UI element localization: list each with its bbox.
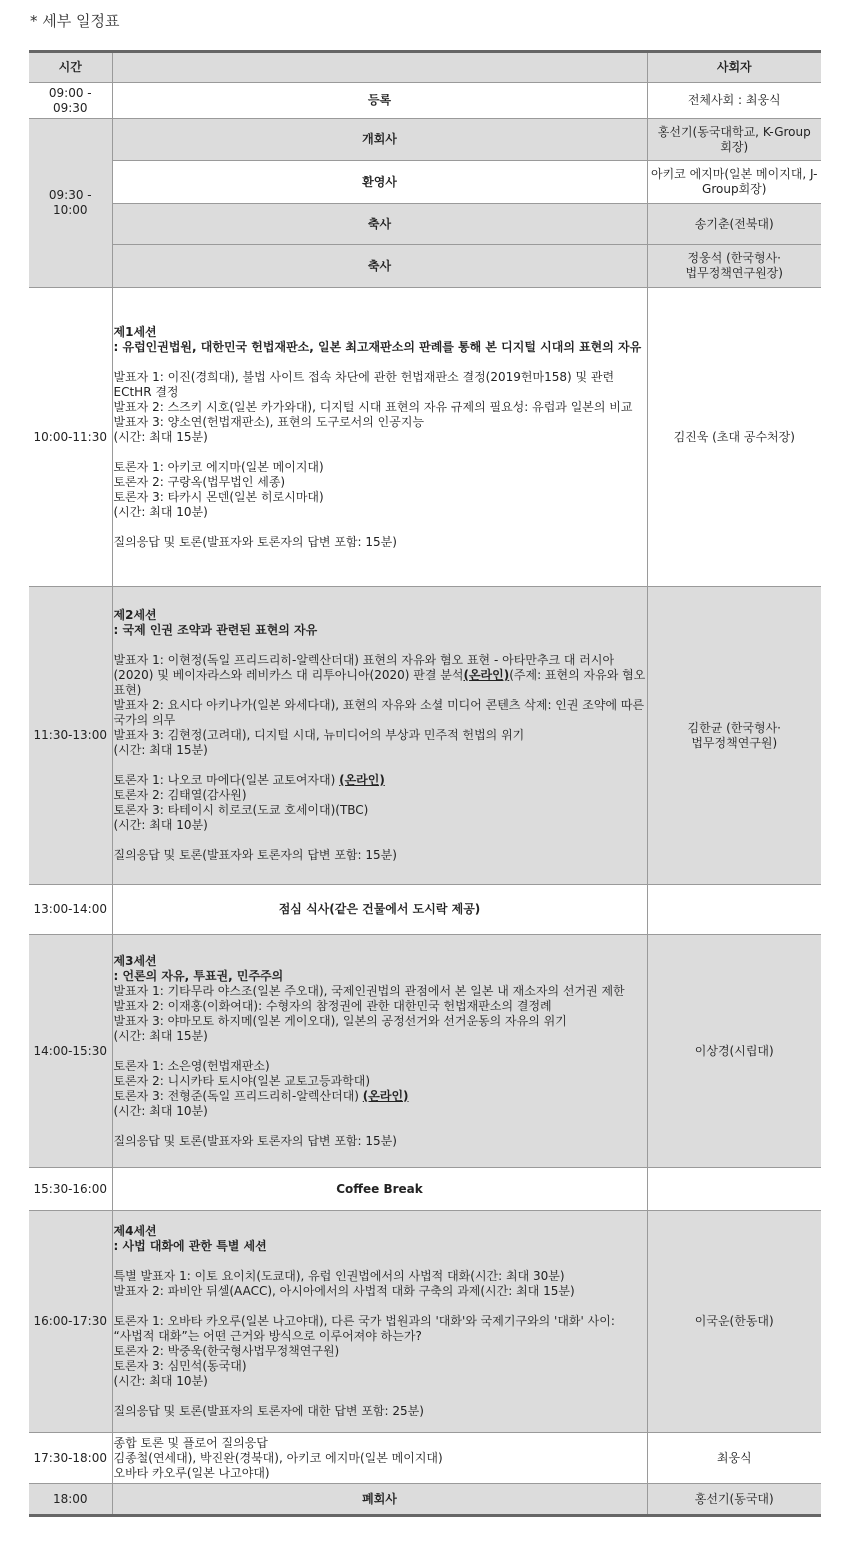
- table-row-session-3: [29, 935, 821, 1168]
- session4-time: 16:00-17:30: [29, 1211, 112, 1433]
- session1-presenter-2: 발표자 2: 스즈키 시호(일본 카가와대), 디지털 시대 표현의 자유 규제의 필요성: 유럽과 일본의 비교: [113, 399, 633, 414]
- session2-presenter-1: 발표자 1: 이현정(독일 프리드리히-알렉산더대) 표현의 자유와 혐오 표현 - 아타만추크 대 러시아(2020) 및 베이자라스와 레비카스 대 리투아니아(2020) 판결 분석(온라인)(주제: 표현의 자유와 혐오 표현): [113, 653, 646, 697]
- header-time: 시간: [29, 52, 112, 83]
- session3-moderator: 이상경(시립대): [647, 935, 821, 1168]
- session2-presenter-time: (시간: 최대 15분): [113, 743, 208, 757]
- congrats-title-2: 축사: [112, 245, 647, 288]
- lunch-title: 점심 식사(같은 건물에서 도시락 제공): [112, 885, 647, 935]
- lunch-time: 13:00-14:00: [29, 885, 112, 935]
- header-program: [112, 52, 647, 83]
- session4-qa: 질의응답 및 토론(발표자의 토론자에 대한 답변 포함: 25분): [113, 1404, 424, 1418]
- session4-name: 제4세션: [113, 1224, 157, 1238]
- closing-time: 18:00: [29, 1484, 112, 1516]
- session4-special-presenter-1: 특별 발표자 1: 이토 요이치(도쿄대), 유럽 인권법에서의 사법적 대화(시간: 최대 30분): [113, 1269, 565, 1283]
- session1-discussant-1: 토론자 1: 아키코 에지마(일본 메이지대): [113, 459, 324, 474]
- opening-moderator: 홍선기(동국대학교, K-Group 회장): [647, 119, 821, 161]
- table-row-session-4: [29, 1211, 821, 1433]
- session2-moderator: 김한균 (한국형사·법무정책연구원): [647, 587, 821, 885]
- welcome-moderator: 아키코 에지마(일본 메이지대, J-Group회장): [647, 161, 821, 204]
- coffee-time: 15:30-16:00: [29, 1168, 112, 1211]
- table-row: [29, 83, 821, 119]
- session2-time: 11:30-13:00: [29, 587, 112, 885]
- header-moderator: 사회자: [647, 52, 821, 83]
- session4-content: [112, 1211, 647, 1433]
- session2-qa: 질의응답 및 토론(발표자와 토론자의 답변 포함: 15분): [113, 848, 397, 862]
- session3-discussant-1: 토론자 1: 소은영(헌법재판소): [113, 1058, 270, 1073]
- general-line-1: 종합 토론 및 플로어 질의응답: [113, 1435, 268, 1450]
- session2-name: 제2세션: [113, 608, 157, 622]
- session4-subtitle: : 사법 대화에 관한 특별 세션: [113, 1239, 267, 1253]
- session2-subtitle: : 국제 인권 조약과 관련된 표현의 자유: [113, 623, 318, 637]
- congrats-title-1: 축사: [112, 204, 647, 245]
- congrats-moderator-1: 송기춘(전북대): [647, 204, 821, 245]
- session4-discussant-2: 토론자 2: 박중욱(한국형사법무정책연구원): [113, 1344, 340, 1358]
- session3-time: 14:00-15:30: [29, 935, 112, 1168]
- general-time: 17:30-18:00: [29, 1433, 112, 1484]
- session1-discussant-2: 토론자 2: 구랑옥(법무법인 세종): [113, 474, 286, 489]
- session2-discussant-3: 토론자 3: 타테이시 히로코(도쿄 호세이대)(TBC): [113, 803, 369, 817]
- lunch-moderator: [647, 885, 821, 935]
- welcome-title: 환영사: [112, 161, 647, 204]
- session4-discussant-3: 토론자 3: 심민석(동국대): [113, 1359, 247, 1373]
- session2-discussant-time: (시간: 최대 10분): [113, 818, 208, 832]
- session4-discussant-time: (시간: 최대 10분): [113, 1374, 208, 1388]
- table-row: [29, 161, 821, 204]
- session1-presenter-1: 발표자 1: 이진(경희대), 불법 사이트 접속 차단에 관한 헌법재판소 결정(2019헌마158) 및 관련 ECtHR 결정: [113, 369, 615, 399]
- session3-presenter-2: 발표자 2: 이재홍(이화여대): 수형자의 참정권에 관한 대한민국 헌법재판소의 결정례: [113, 998, 552, 1013]
- registration-title: 등록: [112, 83, 647, 119]
- table-row: [29, 1433, 821, 1484]
- session3-discussant-3: 토론자 3: 전형준(독일 프리드리히-알렉산더대) (온라인): [113, 1088, 409, 1103]
- coffee-title: Coffee Break: [112, 1168, 647, 1211]
- online-tag: (온라인): [463, 668, 510, 682]
- general-moderator: 최웅식: [647, 1433, 821, 1484]
- table-row: [29, 1484, 821, 1516]
- opening-time: 09:30 - 10:00: [29, 119, 112, 288]
- session1-presenter-time: (시간: 최대 15분): [113, 429, 208, 444]
- general-line-2: 김종철(연세대), 박진완(경북대), 아키코 에지마(일본 메이지대): [113, 1450, 443, 1465]
- session4-discussant-1: 토론자 1: 오바타 카오루(일본 나고야대), 다른 국가 법원과의 '대화'와 국제기구와의 '대화' 사이: “사법적 대화”는 어떤 근거와 방식으로 이루어져야 하는가?: [113, 1314, 615, 1343]
- session1-content: [112, 288, 647, 587]
- table-row: [29, 119, 821, 161]
- online-tag: (온라인): [362, 1088, 409, 1103]
- session3-presenter-time: (시간: 최대 15분): [113, 1028, 208, 1043]
- session3-qa: 질의응답 및 토론(발표자와 토론자의 답변 포함: 15분): [113, 1133, 397, 1148]
- session3-subtitle: : 언론의 자유, 투표권, 민주주의: [113, 968, 284, 983]
- table-row-session-2: [29, 587, 821, 885]
- session1-discussant-time: (시간: 최대 10분): [113, 504, 208, 519]
- online-tag: (온라인): [339, 773, 385, 787]
- session4-moderator: 이국운(한동대): [647, 1211, 821, 1433]
- session3-content: [112, 935, 647, 1168]
- session3-discussant-time: (시간: 최대 10분): [113, 1103, 208, 1118]
- session1-time: 10:00-11:30: [29, 288, 112, 587]
- session1-subtitle: : 유럽인권법원, 대한민국 헌법재판소, 일본 최고재판소의 판례를 통해 본 디지털 시대의 표현의 자유: [113, 339, 642, 354]
- coffee-moderator: [647, 1168, 821, 1211]
- session1-name: 제1세션: [113, 324, 157, 339]
- page-heading: * 세부 일정표: [30, 12, 120, 30]
- table-row: [29, 245, 821, 288]
- closing-title: 폐회사: [112, 1484, 647, 1516]
- session3-presenter-3: 발표자 3: 야마모토 하지메(일본 게이오대), 일본의 공정선거와 선거운동의 자유의 위기: [113, 1013, 567, 1028]
- session2-content: [112, 587, 647, 885]
- congrats-moderator-2: 정웅석 (한국형사·법무정책연구원장): [647, 245, 821, 288]
- session2-presenter-3: 발표자 3: 김현정(고려대), 디지털 시대, 뉴미디어의 부상과 민주적 헌법의 위기: [113, 728, 525, 742]
- general-content: [112, 1433, 647, 1484]
- session4-presenter-2: 발표자 2: 파비안 뒤셀(AACC), 아시아에서의 사법적 대화 구축의 과제(시간: 최대 15분): [113, 1284, 575, 1298]
- closing-moderator: 홍선기(동국대): [647, 1484, 821, 1516]
- session1-qa: 질의응답 및 토론(발표자와 토론자의 답변 포함: 15분): [113, 534, 397, 549]
- session2-presenter-2: 발표자 2: 요시다 아키나가(일본 와세다대), 표현의 자유와 소셜 미디어 콘텐츠 삭제: 인권 조약에 따른 국가의 의무: [113, 698, 645, 727]
- schedule-table: [29, 50, 821, 1517]
- session2-discussant-1: 토론자 1: 나오코 마에다(일본 교토여자대) (온라인): [113, 773, 385, 787]
- opening-title: 개회사: [112, 119, 647, 161]
- general-line-3: 오바타 카오루(일본 나고야대): [113, 1465, 270, 1480]
- session1-presenter-3: 발표자 3: 양소연(헌법재판소), 표현의 도구로서의 인공지능: [113, 414, 425, 429]
- table-row-session-1: [29, 288, 821, 587]
- table-row: [29, 204, 821, 245]
- table-row: [29, 885, 821, 935]
- session3-name: 제3세션: [113, 953, 157, 968]
- table-row: [29, 1168, 821, 1211]
- registration-time: 09:00 - 09:30: [29, 83, 112, 119]
- table-header-row: [29, 52, 821, 83]
- registration-moderator: 전체사회 : 최웅식: [647, 83, 821, 119]
- session1-moderator: 김진욱 (초대 공수처장): [647, 288, 821, 587]
- session3-presenter-1: 발표자 1: 기타무라 야스조(일본 주오대), 국제인권법의 관점에서 본 일본 내 재소자의 선거권 제한: [113, 983, 625, 998]
- session2-discussant-2: 토론자 2: 김태열(감사원): [113, 788, 247, 802]
- session3-discussant-2: 토론자 2: 니시카타 토시야(일본 교토고등과학대): [113, 1073, 371, 1088]
- session1-discussant-3: 토론자 3: 타카시 몬덴(일본 히로시마대): [113, 489, 324, 504]
